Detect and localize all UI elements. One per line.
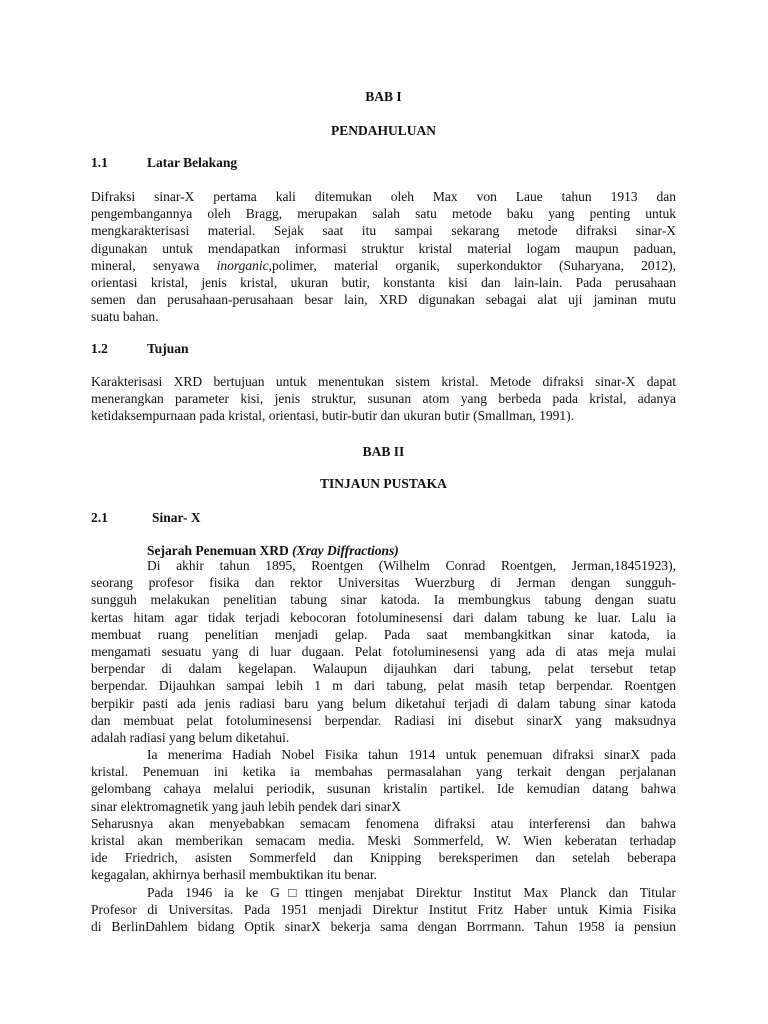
section-heading-1-2	[91, 341, 189, 357]
chapter-title: BAB I	[365, 89, 402, 104]
text-line: suatu bahan.	[91, 309, 159, 325]
text-line: kegagalan, akhirnya berhasil membuktikan itu benar.	[91, 867, 378, 883]
text-line: seorang profesor fisika dan rektor Universitas Wuerzburg di Jerman dengan sungguh-	[91, 575, 676, 591]
text-line: berpendar. Dijauhkan sampai lebih 1 m dari tabung, pelat masih tetap berpendar. Roentgen	[91, 678, 676, 694]
text-line: dan membuat pelat fotoluminesensi berpendar. Radiasi ini disebut sinarX yang maksudnya	[91, 712, 676, 728]
text-line: kertas hitam agar tidak terjadi kebocoran fotoluminesensi dari dalam tabung ke luar. Lalu ia	[91, 609, 676, 625]
text-line: adalah radiasi yang belum diketahui.	[91, 729, 290, 745]
section-heading-2-1	[91, 510, 201, 526]
section-number: 1.2	[91, 341, 108, 356]
section-title: Latar Belakang	[147, 155, 238, 170]
section-number: 2.1	[91, 510, 108, 525]
section-title: Tujuan	[147, 341, 189, 356]
chapter-subtitle: PENDAHULUAN	[330, 123, 436, 138]
text-line: sungguh melakukan penelitian tabung sinar katoda. Ia membungkus tabung dengan suatu	[91, 592, 676, 608]
chapter-title: BAB II	[362, 444, 405, 459]
text-line: mengkarakterisasi material. Sejak saat itu sampai sekarang metode difraksi sinar-X	[91, 223, 676, 239]
subsection-title: Sejarah Penemuan XRD	[147, 543, 293, 558]
paragraph-latar-belakang	[91, 188, 676, 326]
subsection-title-italic: (Xray Diffractions)	[292, 543, 399, 558]
section-title: Sinar- X	[152, 510, 201, 525]
text-run: ,polimer, material organik, superkonduktor (Suharyana, 2012),	[268, 257, 676, 273]
paragraph-sejarah	[91, 557, 676, 935]
text-line: berpikir pasti ada jenis radiasi baru yang belum diketahui terjadi di dalam tabung sinar katoda	[91, 695, 676, 711]
text-line: Ia menerima Hadiah Nobel Fisika tahun 1914 untuk penemuan difraksi sinarX pada	[147, 747, 676, 763]
text-line: mengamati sesuatu yang di luar dugaan. Pelat fotoluminesensi yang ada di atas meja mulai	[91, 643, 676, 659]
text-line: Pada 1946 ia ke G□ttingen menjabat Direktur Institut Max Planck dan Titular	[147, 884, 676, 900]
text-run: mineral, senyawa	[91, 257, 217, 273]
text-line: orientasi kristal, jenis kristal, ukuran butir, konstanta kisi dan lain-lain. Pada perusahaan	[91, 274, 676, 290]
text-line	[91, 257, 676, 274]
section-number: 1.1	[91, 155, 108, 170]
paragraph-tujuan	[91, 373, 676, 425]
text-line: gelombang cahaya melalui periodik, susunan kristalin partikel. Ide kemudian datang bahwa	[91, 781, 676, 797]
text-line: sinar elektromagnetik yang jauh lebih pendek dari sinarX	[91, 798, 402, 814]
text-line: Karakterisasi XRD bertujuan untuk menentukan sistem kristal. Metode difraksi sinar-X dapat	[91, 374, 676, 389]
text-line: ide Friedrich, asisten Sommerfeld dan Knipping bereksperimen dan setelah beberapa	[91, 850, 676, 866]
chapter-subtitle: TINJAUN PUSTAKA	[320, 476, 447, 491]
text-line: digunakan untuk mendapatkan informasi struktur kristal material logam maupun paduan,	[91, 240, 676, 256]
text-line: menerangkan parameter kisi, jenis struktur, susunan atom yang berbeda pada kristal, adanya	[91, 391, 676, 407]
text-line: berpendar di dalam kegelapan. Walaupun dijauhkan dari tabung, pelat tersebut tetap	[91, 661, 676, 677]
text-line: kristal. Penemuan ini ketika ia membahas permasalahan yang terkait dengan perjalanan	[91, 764, 676, 780]
text-run-italic: inorganic	[216, 257, 269, 273]
text-line: pengembangannya oleh Bragg, merupakan salah satu metode baku yang penting untuk	[91, 206, 676, 222]
text-line: Di akhir tahun 1895, Roentgen (Wilhelm Conrad Roentgen, Jerman,18451923),	[147, 558, 676, 573]
text-line: kristal akan memberikan semacam media. Meski Sommerfeld, W. Wien keberatan terhadap	[91, 833, 676, 848]
text-line: ketidaksempurnaan pada kristal, orientasi, butir-butir dan ukuran butir (Smallman, 1991).	[91, 408, 574, 424]
text-line: di BerlinDahlem bidang Optik sinarX bekerja sama dengan Borrmann. Tahun 1958 ia pensiun	[91, 918, 676, 934]
text-line: membuat ruang penelitian menjadi gelap. Pada saat membangkitkan sinar katoda, ia	[91, 626, 676, 642]
text-line: Profesor di Universitas. Pada 1951 menjadi Direktur Institut Fritz Haber untuk Kimia Fisika	[91, 901, 676, 917]
text-line: semen dan perusahaan-perusahaan besar lain, XRD digunakan sebagai alat uji jaminan mutu	[91, 292, 676, 308]
section-heading-1-1	[91, 155, 237, 171]
text-line: Seharusnya akan menyebabkan semacam fenomena difraksi atau interferensi dan bahwa	[91, 815, 676, 831]
text-line: Difraksi sinar-X pertama kali ditemukan oleh Max von Laue tahun 1913 dan	[91, 189, 676, 204]
